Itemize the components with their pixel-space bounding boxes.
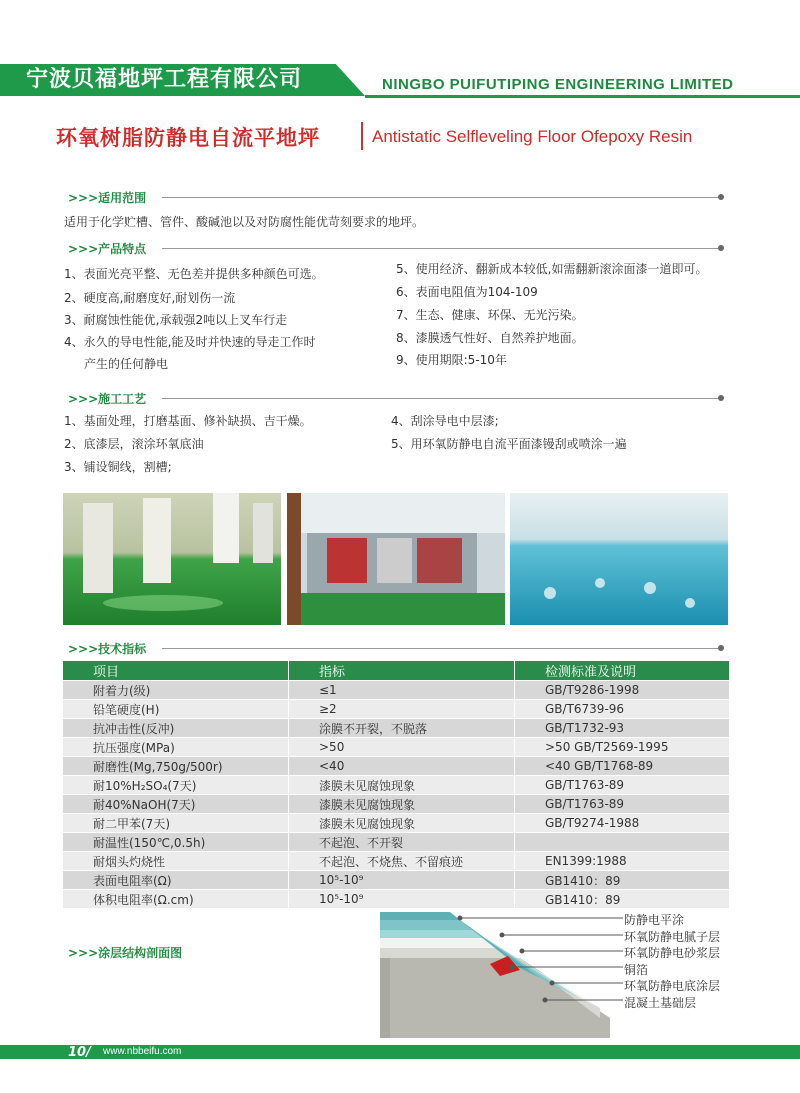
table-cell: GB/T1732-93: [515, 719, 730, 738]
table-cell: 附着力(级): [63, 681, 289, 700]
layer-label: 铜箔: [624, 963, 649, 977]
company-name-en: NINGBO PUIFUTIPING ENGINEERING LIMITED: [382, 76, 734, 93]
feature-item: 2、硬度高,耐磨度好,耐划伤一流: [64, 291, 236, 305]
table-cell: 漆膜未见腐蚀现象: [289, 814, 515, 833]
table-cell: >50 GB/T2569-1995: [515, 738, 730, 757]
table-cell: [515, 833, 730, 852]
column-header: 项目: [63, 661, 289, 681]
table-row: [63, 719, 730, 738]
table-cell: GB1410：89: [515, 871, 730, 890]
page-title-cn: 环氧树脂防静电自流平地坪: [56, 126, 320, 150]
section-rule-dot: [718, 194, 724, 200]
process-step: 4、刮涂导电中层漆;: [391, 414, 499, 428]
table-cell: GB/T1763-89: [515, 795, 730, 814]
table-row: [63, 700, 730, 719]
table-cell: 漆膜未见腐蚀现象: [289, 776, 515, 795]
table-cell: GB/T1763-89: [515, 776, 730, 795]
table-cell: 不起泡、不开裂: [289, 833, 515, 852]
table-cell: GB1410：89: [515, 890, 730, 909]
table-cell: >50: [289, 738, 515, 757]
table-row: [63, 795, 730, 814]
feature-item: 9、使用期限:5-10年: [396, 353, 507, 367]
table-cell: 耐温性(150℃,0.5h): [63, 833, 289, 852]
table-row: [63, 681, 730, 700]
section-rule: [162, 398, 722, 399]
section-head-features: >>>产品特点: [68, 242, 147, 256]
leader-lines: [440, 910, 625, 1005]
table-row: [63, 776, 730, 795]
scope-text: 适用于化学贮槽、管件、酸碱池以及对防腐性能优苛刻要求的地坪。: [64, 215, 425, 229]
table-cell: 涂膜不开裂，不脱落: [289, 719, 515, 738]
layer-label: 环氧防静电底涂层: [624, 979, 721, 993]
table-cell: <40: [289, 757, 515, 776]
table-cell: 表面电阻率(Ω): [63, 871, 289, 890]
photo-hall-blue-floor: [510, 493, 728, 625]
spec-table: [62, 660, 730, 909]
table-row: [63, 852, 730, 871]
feature-item: 6、表面电阻值为104-109: [396, 285, 538, 299]
layer-label: 环氧防静电砂浆层: [624, 946, 721, 960]
page-title-en: Antistatic Selfleveling Floor Ofepoxy Resin: [372, 127, 693, 146]
table-cell: 耐10%H₂SO₄(7天): [63, 776, 289, 795]
feature-item: 7、生态、健康、环保、无光污染。: [396, 308, 584, 322]
table-cell: ≥2: [289, 700, 515, 719]
feature-item: 8、漆膜透气性好、自然养护地面。: [396, 331, 584, 345]
section-head-process: >>>施工工艺: [68, 392, 147, 406]
table-cell: ≤1: [289, 681, 515, 700]
table-row: [63, 738, 730, 757]
section-head-scope: >>>适用范围: [68, 191, 147, 205]
photo-factory-floor: [63, 493, 281, 625]
table-cell: 耐40%NaOH(7天): [63, 795, 289, 814]
table-cell: <40 GB/T1768-89: [515, 757, 730, 776]
table-header-row: [63, 661, 730, 681]
table-row: [63, 890, 730, 909]
table-cell: 抗冲击性(反冲): [63, 719, 289, 738]
page-number: 10/: [68, 1045, 91, 1060]
feature-item: 5、使用经济、翻新成本较低,如需翻新滚涂面漆一道即可。: [396, 262, 708, 276]
layer-label: 混凝土基础层: [624, 996, 697, 1010]
table-cell: 10⁵-10⁹: [289, 871, 515, 890]
table-cell: 漆膜未见腐蚀现象: [289, 795, 515, 814]
website-link[interactable]: www.nbbeifu.com: [103, 1046, 182, 1057]
feature-item-cont: 产生的任何静电: [84, 357, 169, 371]
title-divider: [361, 122, 363, 150]
table-cell: GB/T9286-1998: [515, 681, 730, 700]
section-head-structure: >>>涂层结构剖面图: [68, 946, 183, 960]
feature-item: 3、耐腐蚀性能优,承载强2吨以上叉车行走: [64, 313, 288, 327]
table-row: [63, 757, 730, 776]
table-cell: 10⁵-10⁹: [289, 890, 515, 909]
table-cell: 体积电阻率(Ω.cm): [63, 890, 289, 909]
table-cell: 抗压强度(MPa): [63, 738, 289, 757]
table-row: [63, 871, 730, 890]
process-step: 5、用环氧防静电自流平面漆镘刮或喷涂一遍: [391, 437, 627, 451]
section-rule: [162, 648, 722, 649]
section-rule-dot: [718, 395, 724, 401]
table-cell: 不起泡、不烧焦、不留痕迹: [289, 852, 515, 871]
process-step: 1、基面处理，打磨基面、修补缺损、吉干燥。: [64, 414, 312, 428]
header-rule: [365, 95, 800, 98]
feature-item: 4、永久的导电性能,能及时并快速的导走工作时: [64, 335, 316, 349]
table-cell: 铅笔硬度(H): [63, 700, 289, 719]
column-header: 检测标准及说明: [515, 661, 730, 681]
photo-workshop: [287, 493, 505, 625]
column-header: 指标: [289, 661, 515, 681]
table-cell: 耐烟头灼烧性: [63, 852, 289, 871]
section-rule: [162, 248, 722, 249]
section-rule-dot: [718, 245, 724, 251]
section-rule-dot: [718, 645, 724, 651]
table-row: [63, 833, 730, 852]
table-cell: GB/T9274-1988: [515, 814, 730, 833]
process-step: 2、底漆层，滚涂环氧底油: [64, 437, 204, 451]
layer-label: 防静电平涂: [624, 913, 685, 927]
table-cell: 耐二甲苯(7天): [63, 814, 289, 833]
section-head-tech: >>>技术指标: [68, 642, 147, 656]
section-rule: [162, 197, 722, 198]
table-cell: GB/T6739-96: [515, 700, 730, 719]
table-cell: EN1399:1988: [515, 852, 730, 871]
table-row: [63, 814, 730, 833]
feature-item: 1、表面光亮平整、无色差并提供多种颜色可选。: [64, 267, 324, 281]
layer-label: 环氧防静电腻子层: [624, 930, 721, 944]
process-step: 3、铺设铜线，割槽;: [64, 460, 172, 474]
company-name-cn: 宁波贝福地坪工程有限公司: [26, 67, 303, 92]
table-cell: 耐磨性(Mg,750g/500r): [63, 757, 289, 776]
